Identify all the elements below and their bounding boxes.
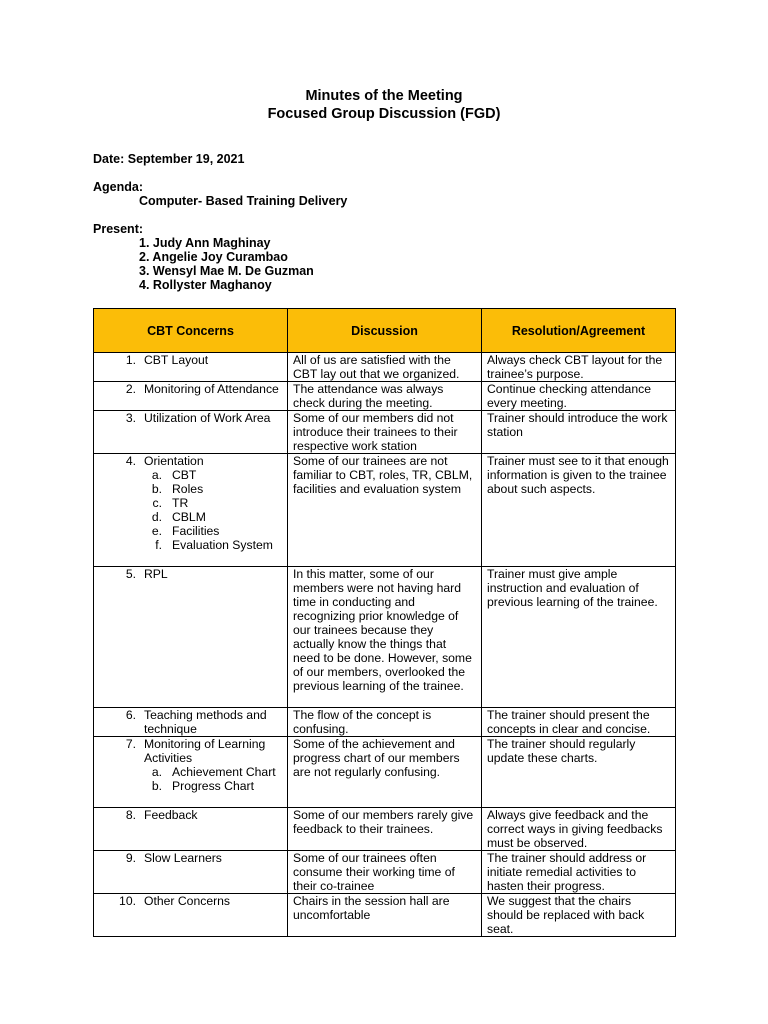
subitem-letter: b. [151, 779, 162, 793]
concern-text: RPL [144, 567, 168, 581]
table-row [94, 411, 676, 454]
concern-cell [94, 894, 288, 937]
concern-sublist [144, 765, 282, 793]
concern-number: 3. [125, 411, 136, 425]
discussion-cell: In this matter, some of our members were not having hard time in conducting and recognizing prior knowledge of our trainees because they actually know the things that need to be done. However, some of our members, overlooked the previous learning of the trainee. [288, 567, 482, 708]
concern-subitem [144, 468, 282, 482]
attendee: 4. Rollyster Maghanoy [139, 278, 272, 292]
concern-text: Slow Learners [144, 851, 222, 865]
resolution-cell: Trainer must see to it that enough information is given to the trainee about such aspects. [482, 454, 676, 567]
concern-text: Monitoring of Attendance [144, 382, 279, 396]
discussion-cell: Some of our trainees are not familiar to CBT, roles, TR, CBLM, facilities and evaluation system [288, 454, 482, 567]
header-discussion: Discussion [288, 309, 482, 353]
subitem-text: CBT [172, 468, 197, 482]
discussion-cell: The flow of the concept is confusing. [288, 708, 482, 737]
subitem-text: CBLM [172, 510, 206, 524]
resolution-cell: The trainer should present the concepts in clear and concise. [482, 708, 676, 737]
concern-number: 7. [125, 737, 136, 751]
resolution-cell: The trainer should regularly update these charts. [482, 737, 676, 808]
concern-cell [94, 567, 288, 708]
concern-text: Monitoring of Learning Activities [144, 737, 266, 765]
concern-cell [94, 808, 288, 851]
concern-item [99, 894, 282, 908]
subitem-letter: a. [151, 765, 162, 779]
concern-cell [94, 708, 288, 737]
table-row [94, 454, 676, 567]
agenda-label: Agenda: [93, 180, 143, 194]
concern-cell [94, 382, 288, 411]
discussion-cell: Some of the achievement and progress chart of our members are not regularly confusing. [288, 737, 482, 808]
subitem-letter: a. [151, 468, 162, 482]
discussion-cell: Chairs in the session hall are uncomfortable [288, 894, 482, 937]
subitem-letter: b. [151, 482, 162, 496]
table-row [94, 808, 676, 851]
table-row [94, 567, 676, 708]
concern-item [99, 454, 282, 552]
concern-sublist [144, 468, 282, 552]
discussion-cell: Some of our members rarely give feedback to their trainees. [288, 808, 482, 851]
concern-cell [94, 454, 288, 567]
concern-cell [94, 411, 288, 454]
concern-subitem [144, 779, 282, 793]
table-row [94, 894, 676, 937]
subitem-text: TR [172, 496, 189, 510]
concern-number: 1. [125, 353, 136, 367]
concern-subitem [144, 496, 282, 510]
concern-item [99, 708, 282, 736]
concern-item [99, 808, 282, 822]
resolution-cell: Always give feedback and the correct ways in giving feedbacks must be observed. [482, 808, 676, 851]
concern-item [99, 382, 282, 396]
concern-cell [94, 737, 288, 808]
concern-text: Orientation [144, 454, 204, 468]
subitem-letter: c. [152, 496, 162, 510]
subitem-letter: f. [155, 538, 162, 552]
subitem-letter: e. [151, 524, 162, 538]
concern-subitem [144, 482, 282, 496]
document-title: Minutes of the Meeting [305, 88, 463, 104]
table-row [94, 737, 676, 808]
attendee: 1. Judy Ann Maghinay [139, 236, 271, 250]
concern-text: Teaching methods and technique [144, 708, 267, 736]
discussion-cell: All of us are satisfied with the CBT lay out that we organized. [288, 353, 482, 382]
concern-item [99, 567, 282, 581]
subitem-letter: d. [151, 510, 162, 524]
document-subtitle: Focused Group Discussion (FGD) [267, 106, 501, 122]
header-concerns: CBT Concerns [94, 309, 288, 353]
header-resolution: Resolution/Agreement [482, 309, 676, 353]
attendee-list [93, 236, 347, 292]
concern-subitem [144, 510, 282, 524]
table-row [94, 382, 676, 411]
concern-number: 9. [125, 851, 136, 865]
resolution-cell: Trainer must give ample instruction and evaluation of previous learning of the trainee. [482, 567, 676, 708]
present-label: Present: [93, 222, 144, 236]
concern-cell [94, 353, 288, 382]
agenda-section [93, 180, 347, 208]
resolution-cell: Trainer should introduce the work station [482, 411, 676, 454]
discussion-cell: Some of our trainees often consume their working time of their co-trainee [288, 851, 482, 894]
table-body [94, 353, 676, 937]
table-header-row [94, 309, 676, 353]
attendee: 2. Angelie Joy Curambao [139, 250, 288, 264]
concern-item [99, 353, 282, 367]
concern-subitem [144, 765, 282, 779]
concern-subitem [144, 524, 282, 538]
concern-cell [94, 851, 288, 894]
concern-item [99, 737, 282, 793]
subitem-text: Progress Chart [172, 779, 254, 793]
concern-text: Utilization of Work Area [144, 411, 271, 425]
resolution-cell: Continue checking attendance every meeting. [482, 382, 676, 411]
concern-text: Feedback [144, 808, 198, 822]
resolution-cell: Always check CBT layout for the trainee’s purpose. [482, 353, 676, 382]
discussion-cell: Some of our members did not introduce their trainees to their respective work station [288, 411, 482, 454]
meeting-info [93, 152, 347, 306]
discussion-cell: The attendance was always check during the meeting. [288, 382, 482, 411]
concern-item [99, 411, 282, 425]
subitem-text: Achievement Chart [172, 765, 276, 779]
title-block [0, 87, 768, 123]
concern-number: 8. [125, 808, 136, 822]
table-row [94, 851, 676, 894]
concern-number: 4. [125, 454, 136, 468]
present-section [93, 222, 347, 292]
agenda-item: Computer- Based Training Delivery [139, 194, 348, 208]
concern-number: 6. [125, 708, 136, 722]
attendee: 3. Wensyl Mae M. De Guzman [139, 264, 314, 278]
concern-subitem [144, 538, 282, 552]
subitem-text: Roles [172, 482, 204, 496]
resolution-cell: The trainer should address or initiate remedial activities to hasten their progress. [482, 851, 676, 894]
concern-text: Other Concerns [144, 894, 231, 908]
concern-number: 2. [125, 382, 136, 396]
concern-number: 5. [125, 567, 136, 581]
table-row [94, 353, 676, 382]
subitem-text: Evaluation System [172, 538, 273, 552]
concern-item [99, 851, 282, 865]
meeting-date: Date: September 19, 2021 [93, 152, 245, 166]
concern-number: 10. [119, 894, 136, 908]
concern-text: CBT Layout [144, 353, 209, 367]
table-row [94, 708, 676, 737]
minutes-table [93, 308, 676, 937]
resolution-cell: We suggest that the chairs should be replaced with back seat. [482, 894, 676, 937]
subitem-text: Facilities [172, 524, 220, 538]
